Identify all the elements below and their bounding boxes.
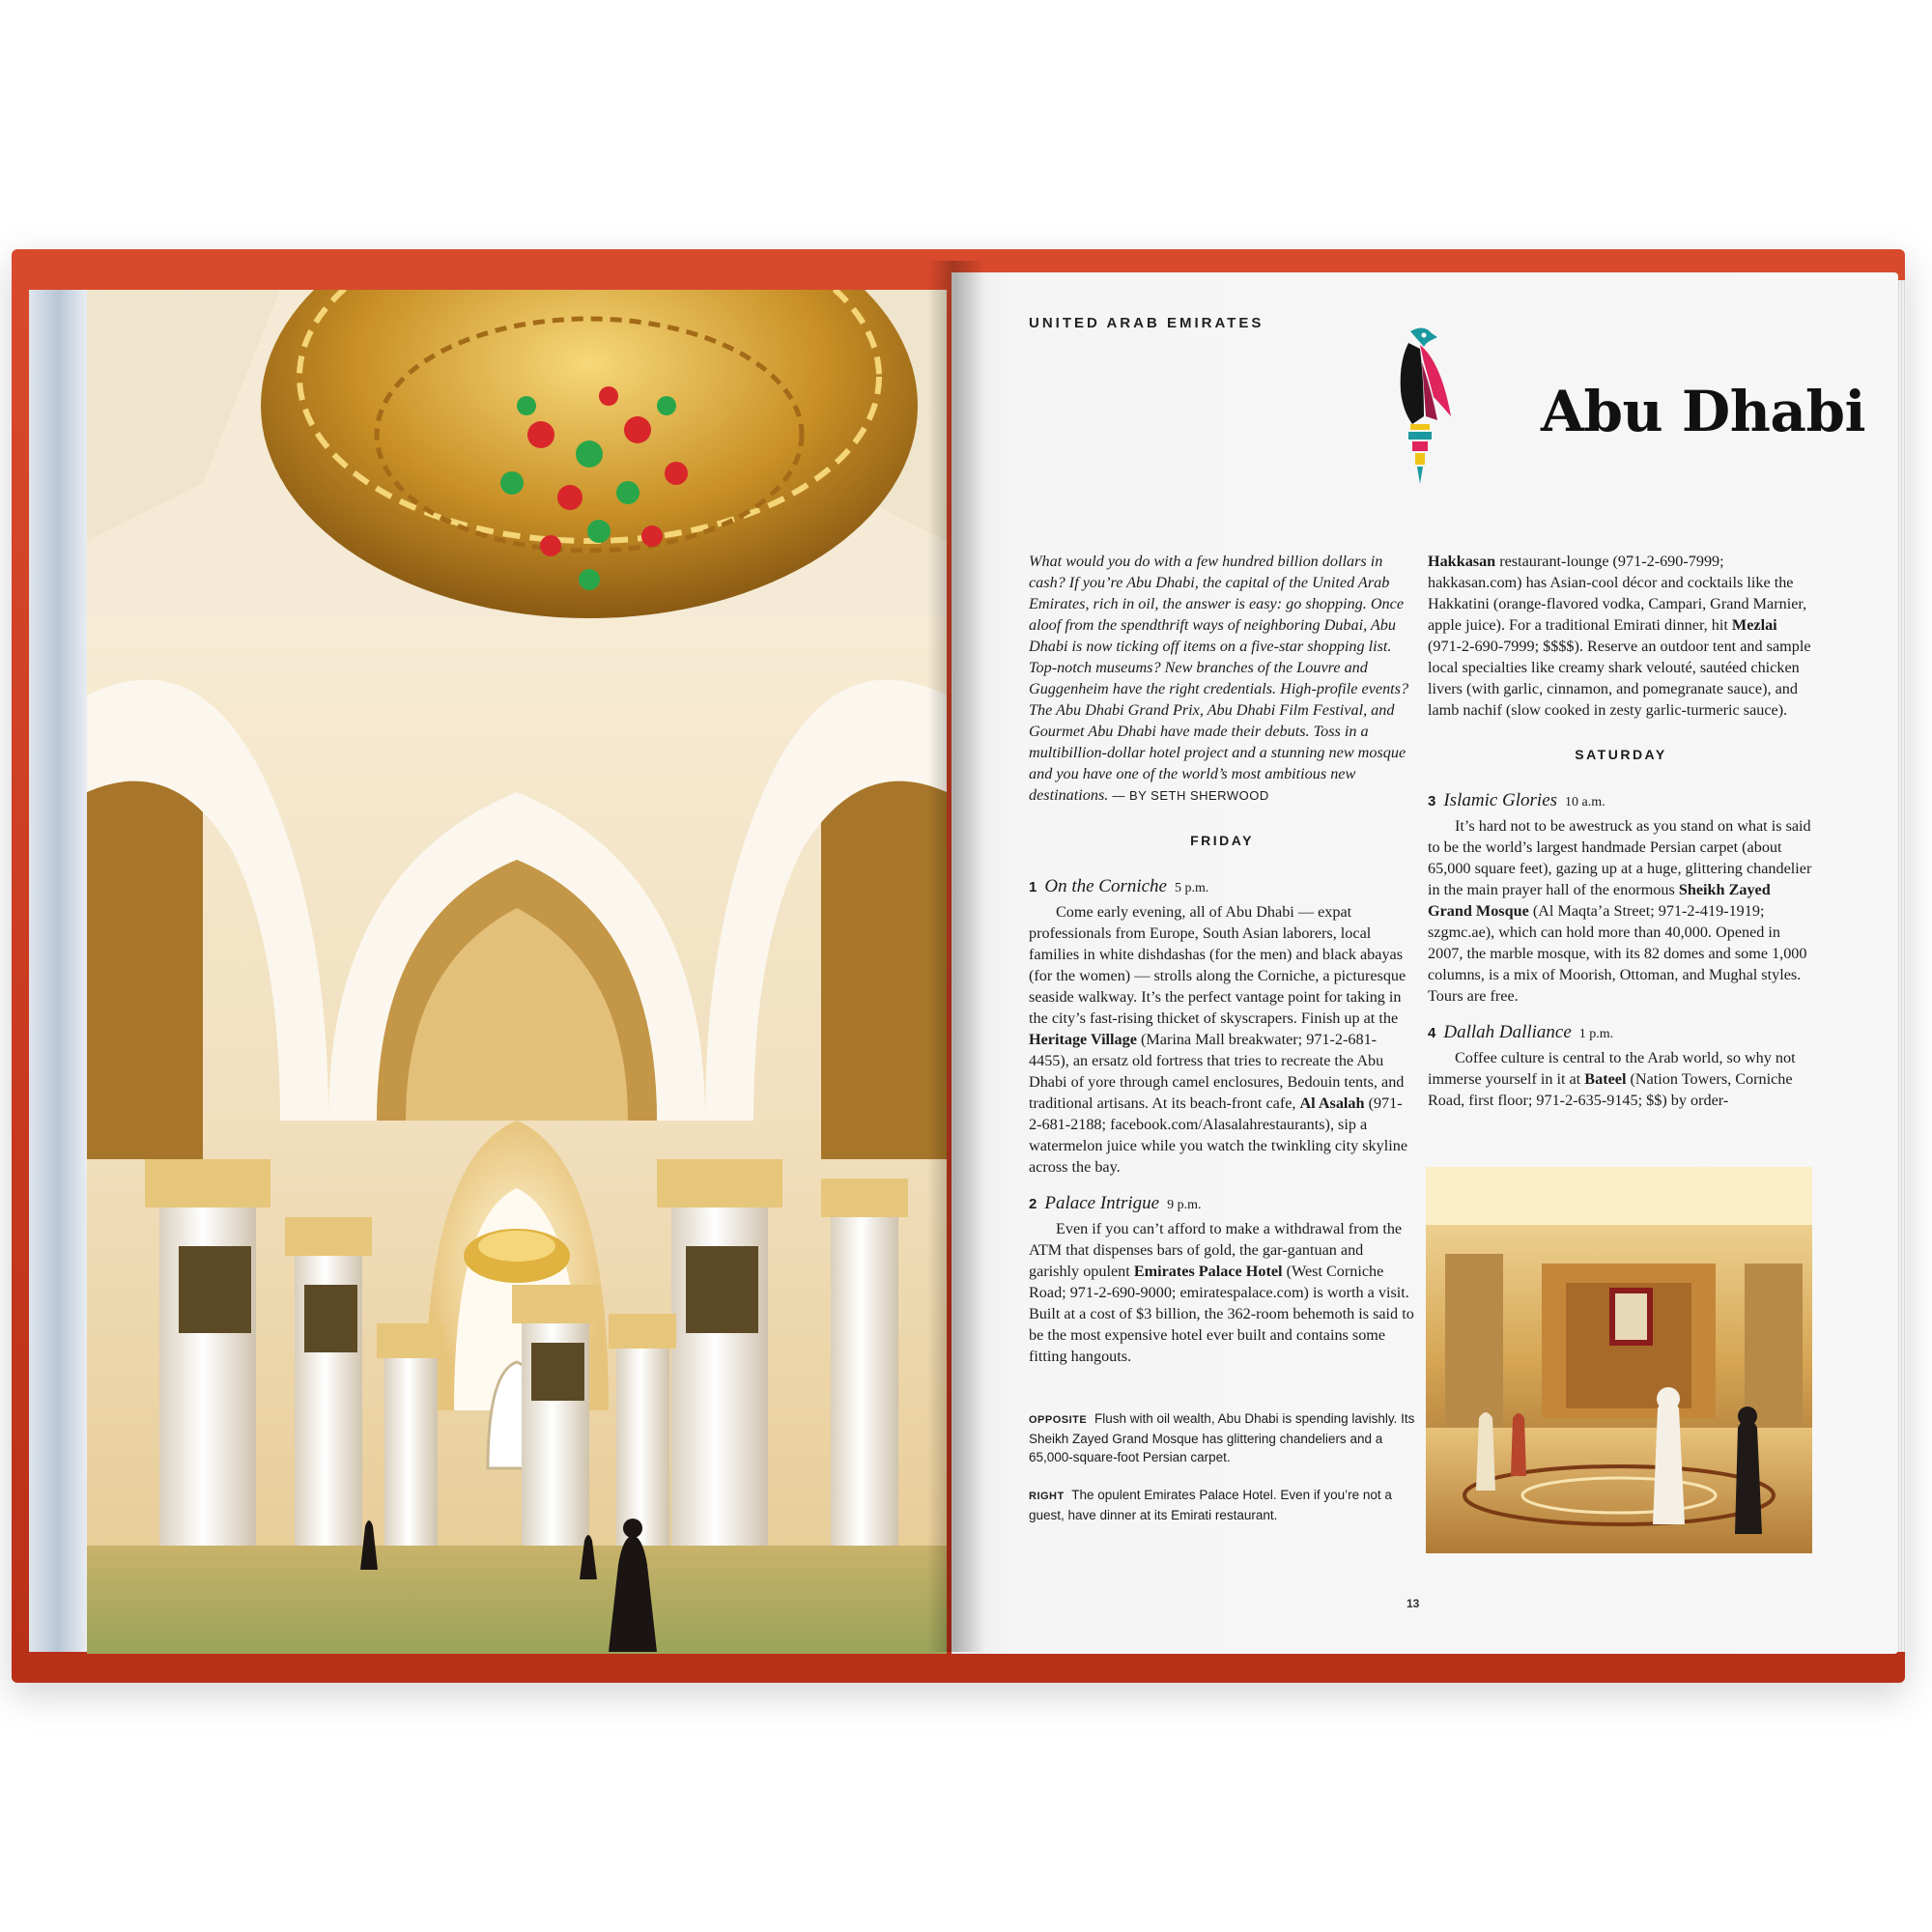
caption-right: RIGHT The opulent Emirates Palace Hotel. Even if you’re not a guest, have dinner at its Emirati restaurant.	[1029, 1488, 1392, 1522]
caption-opposite: OPPOSITE Flush with oil wealth, Abu Dhabi is spending lavishly. Its Sheikh Zayed Grand Mosque has glittering chandeliers and a 65,000-square-foot Persian carpet.	[1029, 1411, 1415, 1464]
mosque-interior-photo	[87, 290, 947, 1654]
entry-2-body: Even if you can’t afford to make a withdrawal from the ATM that dispenses bars of gold, the gar-gantuan and garishly opulent Emirates Palace Hotel (West Corniche Road; 971-2-690-9000; emiratespalace.com) is worth a visit. Built at a cost of $3 billion, the 362-room behemoth is said to be the most expensive hotel ever built and contains some fitting hangouts.	[1029, 1220, 1414, 1365]
hakkasan-paragraph: Hakkasan restaurant-lounge (971-2-690-7999; hakkasan.com) has Asian-cool décor and cocktails like the Hakkatini (orange-flavored vodka, Campari, Grand Marnier, apple juice). For a traditional Emirati dinner, hit Mezlai (971-2-690-7999; $$$$). Reserve an outdoor tent and sample local specialties like creamy shark velouté, sautéed chicken livers (with garlic, cinnamon, and pomegranate sauce), and lamb nachif (slow cooked in zesty garlic-turmeric sauce).	[1428, 553, 1811, 719]
emirates-palace-photo	[1426, 1167, 1812, 1553]
entry-4-body: Coffee culture is central to the Arab world, so why not immerse yourself in it at Bateel (Nation Towers, Corniche Road, first floor; 971-2-635-9145; $$) by order-	[1428, 1049, 1796, 1109]
byline: — BY SETH SHERWOOD	[1112, 788, 1269, 803]
entry-2-heading: 2 Palace Intrigue 9 p.m.	[1029, 1193, 1202, 1213]
entry-3-body: It’s hard not to be awestruck as you stand on what is said to be the world’s largest handmade Persian carpet (about 65,000 square feet), gazing up at a huge, glittering chandelier in the main prayer hall of the enormous Sheikh Zayed Grand Mosque (Al Maqta’a Street; 971-2-419-1919; szgmc.ae), which can hold more than 40,000. Opened in 2007, the marble mosque, with its 82 domes and some 1,000 columns, is a mix of Moorish, Ottoman, and Mughal styles. Tours are free.	[1428, 817, 1812, 1005]
page-edge	[29, 290, 87, 1652]
saturday-heading: SATURDAY	[1575, 747, 1667, 762]
entry-1-heading: 1 On the Corniche 5 p.m.	[1029, 876, 1209, 896]
text-column-1	[1029, 551, 1415, 1544]
entry-4-heading: 4 Dallah Dalliance 1 p.m.	[1428, 1022, 1614, 1042]
entry-1-body: Come early evening, all of Abu Dhabi — expat professionals from Europe, South Asian laborers, local families in white dishdashas (for the men) and black abayas (for the women) — strolls along the Corniche, a picturesque seaside walkway. It’s the perfect vantage point for taking in the city’s fast-rising thicket of skyscrapers. Finish up at the Heritage Village (Marina Mall breakwater; 971-2-681-4455), an ersatz old fortress that tries to recreate the Abu Dhabi of yore through camel enclosures, Bedouin tents, and traditional artisans. At its beach-front cafe, Al Asalah (971-2-681-2188; facebook.com/Alasalahrestaurants), sip a watermelon juice while you watch the twinkling city skyline across the bay.	[1029, 903, 1408, 1176]
country-label: UNITED ARAB EMIRATES	[1029, 315, 1264, 331]
entry-3-heading: 3 Islamic Glories 10 a.m.	[1428, 790, 1605, 810]
intro-paragraph: What would you do with a few hundred billion dollars in cash? If you’re Abu Dhabi, the capital of the United Arab Emirates, rich in oil, the answer is easy: go shopping. Once aloof from the spendthrift ways of neighboring Dubai, Abu Dhabi is now ticking off items on a five-star shopping list. Top-notch museums? New branches of the Louvre and Guggenheim have the right credentials. High-profile events? The Abu Dhabi Grand Prix, Abu Dhabi Film Festival, and Gourmet Abu Dhabi have made their debuts. Toss in a multibillion-dollar hotel project and a stunning new mosque and you have one of the world’s most ambitious new destinations. — BY SETH SHERWOOD	[1029, 553, 1409, 804]
book-spine-shadow	[927, 261, 985, 1652]
page-number: 13	[1406, 1597, 1420, 1610]
falcon-icon	[1381, 324, 1459, 497]
friday-heading: FRIDAY	[1190, 833, 1254, 848]
city-title: Abu Dhabi	[1541, 379, 1866, 444]
text-column-2	[1428, 551, 1814, 1126]
